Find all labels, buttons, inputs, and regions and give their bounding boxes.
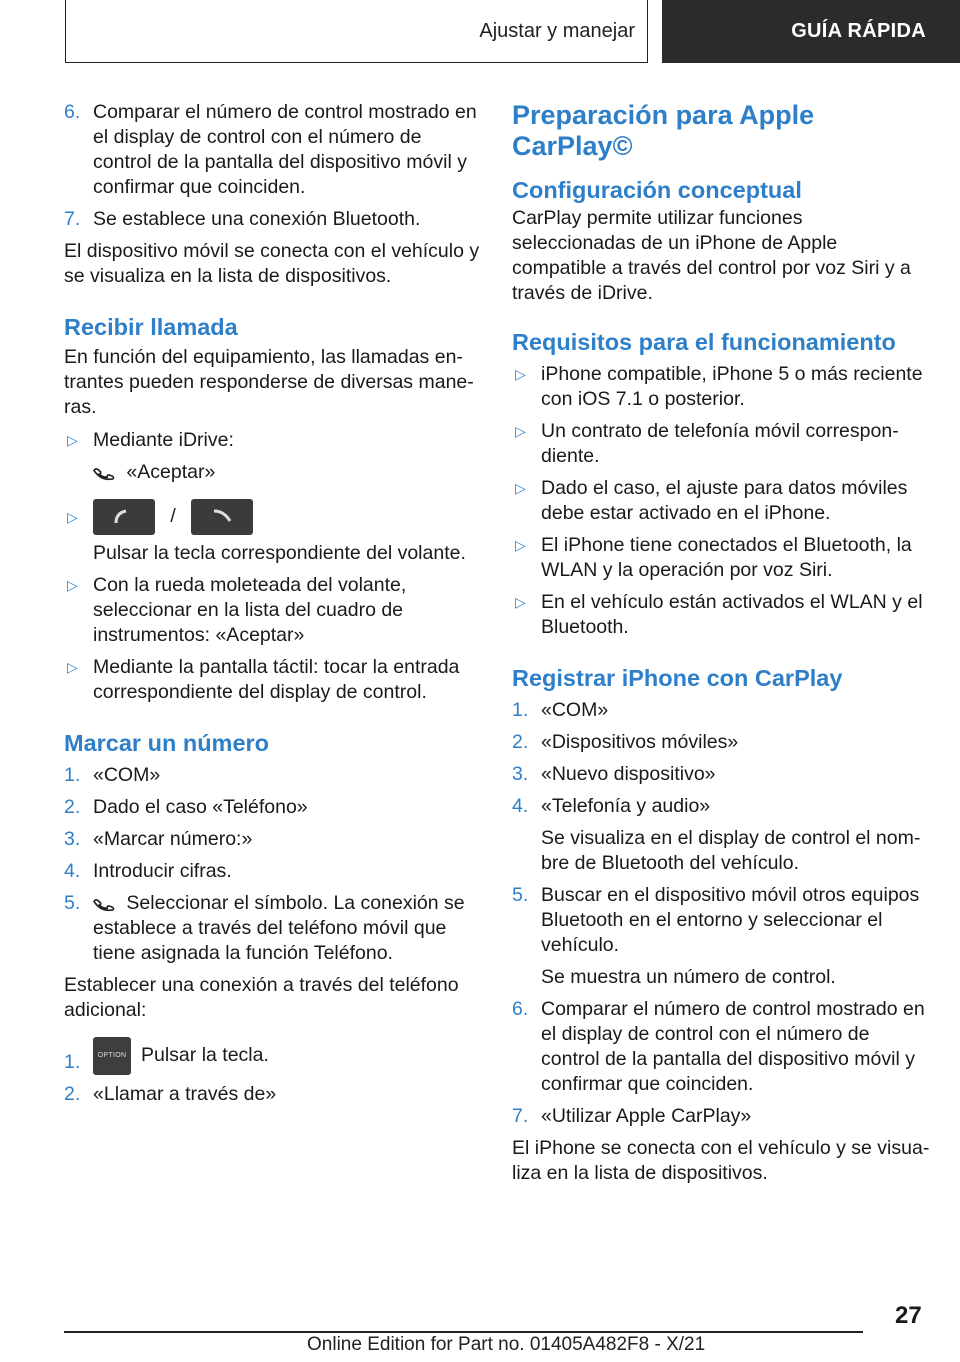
bullet-triangle-icon: ▷ — [67, 508, 78, 525]
footer-divider — [64, 1331, 863, 1333]
list-item — [64, 827, 480, 852]
footer-edition: Online Edition for Part no. 01405A482F8 - X/21 — [307, 1334, 706, 1355]
item-number: 2. — [64, 796, 81, 818]
bullet-triangle-icon: ▷ — [515, 423, 526, 439]
bullet-item — [64, 428, 480, 453]
item-text: Seleccionar el símbolo. La conexión se establece a través del teléfono móvil que tiene asignada la función Teléfono. — [93, 892, 465, 964]
list-item — [512, 1104, 930, 1129]
bullet-item — [512, 476, 930, 526]
right-column — [512, 100, 930, 1192]
list-item — [512, 883, 930, 958]
item-text: «Utilizar Apple CarPlay» — [541, 1105, 752, 1127]
item-number: 2. — [512, 731, 529, 753]
bullet-triangle-icon: ▷ — [67, 659, 78, 675]
list-item — [64, 763, 480, 788]
item-text: «Dispositivos móviles» — [541, 731, 739, 753]
item-number: 2. — [64, 1083, 81, 1105]
list-item — [64, 207, 480, 232]
item-text: Comparar el número de control mostrado en el display de control con el número de control de la pantalla del dispositivo móvil y confirmar que coinciden. — [541, 998, 925, 1095]
bullet-triangle-icon: ▷ — [515, 480, 526, 496]
item-text: El iPhone tiene conectados el Bluetooth, la WLAN y la operación por voz Siri. — [541, 534, 912, 581]
item-text: Pulsar la tecla. — [141, 1044, 269, 1067]
item-text: «COM» — [93, 764, 161, 786]
left-column — [64, 100, 480, 1114]
bullet-triangle-icon: ▷ — [67, 432, 78, 448]
header-tab-label: GUÍA RÁPIDA — [791, 20, 926, 42]
list-item — [64, 859, 480, 884]
item-text-with-icon — [93, 891, 480, 966]
item-text: Introducir cifras. — [93, 860, 232, 882]
item-text: Mediante la pantalla táctil: tocar la entrada correspondiente del display de control. — [93, 656, 460, 703]
item-number: 3. — [64, 828, 81, 850]
bullet-item — [64, 499, 480, 535]
item-number: 1. — [512, 699, 529, 721]
item-text: Dado el caso, el ajuste para datos móviles debe estar activado en el iPhone. — [541, 477, 908, 524]
heading-carplay: Preparación para Apple CarPlay© — [512, 100, 815, 161]
heading-marcar-numero: Marcar un número — [64, 730, 270, 756]
option-key-icon: OPTION — [93, 1037, 131, 1075]
list-item — [64, 795, 480, 820]
item-number: 3. — [512, 763, 529, 785]
item-text: Se establece una conexión Bluetooth. — [93, 208, 421, 230]
item-text-with-key — [93, 1037, 480, 1075]
answer-call-key-icon — [93, 499, 155, 535]
item-text: «COM» — [541, 699, 609, 721]
item-number: 5. — [64, 892, 81, 914]
phone-icon — [93, 465, 115, 481]
paragraph: El dispositivo móvil se conecta con el vehículo y se visualiza en la lista de dispositivos. — [64, 240, 480, 287]
sub-text: Pulsar la tecla correspondiente del volante. — [93, 542, 466, 564]
item-text: Mediante iDrive: — [93, 429, 234, 451]
bullet-triangle-icon: ▷ — [515, 537, 526, 553]
end-call-key-icon — [191, 499, 253, 535]
item-text: «Nuevo dispositivo» — [541, 763, 716, 785]
sub-text: Se muestra un número de control. — [541, 966, 836, 988]
key-separator: / — [170, 505, 176, 528]
bullet-item — [512, 533, 930, 583]
paragraph: CarPlay permite utilizar funciones seleccionadas de un iPhone de Apple compatible a través del control por voz Siri y a través de iDrive. — [512, 207, 911, 304]
item-text: Un contrato de telefonía móvil correspondiente. — [541, 420, 899, 467]
list-item — [64, 1037, 480, 1075]
item-text: Buscar en el dispositivo móvil otros equipos Bluetooth en el entorno y seleccionar el vehículo. — [541, 884, 920, 956]
list-item — [64, 1082, 480, 1107]
sub-text: Se visualiza en el display de control el nombre de Bluetooth del vehículo. — [541, 827, 921, 874]
item-text: «Telefonía y audio» — [541, 795, 711, 817]
bullet-item — [64, 573, 480, 648]
header-section-title — [65, 0, 648, 63]
item-text: Dado el caso «Teléfono» — [93, 796, 308, 818]
page-number: 27 — [895, 1302, 922, 1329]
item-number: 7. — [64, 208, 81, 230]
list-item — [512, 794, 930, 819]
item-number: 5. — [512, 884, 529, 906]
item-keys — [93, 499, 480, 535]
heading-registrar: Registrar iPhone con CarPlay — [512, 665, 843, 691]
item-number: 4. — [64, 860, 81, 882]
list-item — [64, 891, 480, 966]
paragraph: El iPhone se conecta con el vehículo y se visualiza en la lista de dispositivos. — [512, 1137, 930, 1184]
item-number: 7. — [512, 1105, 529, 1127]
list-item — [512, 997, 930, 1097]
list-item — [64, 100, 480, 200]
item-number: 6. — [512, 998, 529, 1020]
item-number: 4. — [512, 795, 529, 817]
bullet-triangle-icon: ▷ — [515, 594, 526, 610]
header-guide-tab[interactable] — [662, 0, 960, 63]
bullet-triangle-icon: ▷ — [67, 577, 78, 593]
list-item — [512, 730, 930, 755]
item-number: 1. — [64, 1051, 81, 1073]
bullet-item — [512, 590, 930, 640]
bullet-item — [512, 362, 930, 412]
bullet-item — [64, 655, 480, 705]
item-text: Comparar el número de control mostrado en el display de control con el número de control de la pantalla del dispositivo móvil y confirmar que coinciden. — [93, 101, 477, 198]
phone-icon — [93, 896, 115, 912]
heading-requisitos: Requisitos para el funcionamiento — [512, 329, 896, 355]
item-text: iPhone compatible, iPhone 5 o más reciente con iOS 7.1 o posterior. — [541, 363, 923, 410]
item-text: En el vehículo están activados el WLAN y el Bluetooth. — [541, 591, 923, 638]
item-text: Con la rueda moleteada del volante, seleccionar en la lista del cuadro de instrumentos: «Aceptar» — [93, 574, 407, 646]
item-text: «Llamar a través de» — [93, 1083, 277, 1105]
item-text: «Marcar número:» — [93, 828, 253, 850]
bullet-triangle-icon: ▷ — [515, 366, 526, 382]
item-number: 1. — [64, 764, 81, 786]
item-number: 6. — [64, 101, 81, 123]
heading-recibir-llamada: Recibir llamada — [64, 314, 238, 340]
header-section-label: Ajustar y manejar — [479, 19, 635, 42]
paragraph: Establecer una conexión a través del teléfono adicional: — [64, 974, 459, 1021]
heading-configuracion: Configuración conceptual — [512, 177, 802, 203]
bullet-item — [512, 419, 930, 469]
paragraph: En función del equipamiento, las llamadas entrantes pueden responderse de diversas maneras. — [64, 346, 474, 418]
sub-text-value: «Aceptar» — [126, 461, 216, 483]
list-item — [512, 762, 930, 787]
sub-text — [93, 460, 480, 485]
list-item — [512, 698, 930, 723]
